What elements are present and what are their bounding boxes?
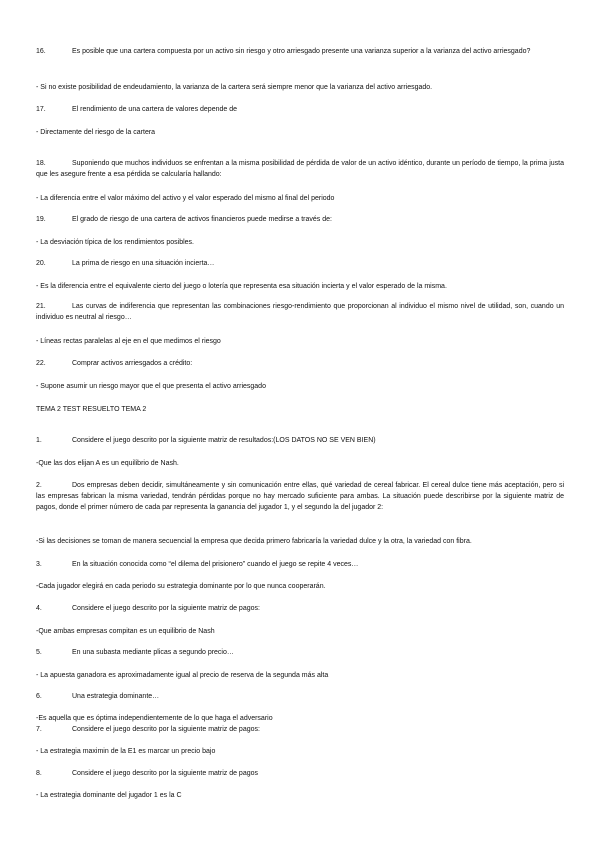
answer-21: - Líneas rectas paralelas al eje en el que medimos el riesgo	[36, 338, 221, 345]
question-number: 16.	[36, 48, 46, 55]
answer-t2-2: -Si las decisiones se toman de manera secuencial la empresa que decida primero fabricaría la variedad dulce y la otra, la variedad con fibra.	[36, 538, 472, 545]
answer-t2-1: -Que las dos elijan A es un equilibrio de Nash.	[36, 460, 179, 467]
question-t2-6	[36, 691, 564, 702]
question-number: 17.	[36, 106, 46, 113]
question-number: 6.	[36, 693, 42, 700]
question-text: El rendimiento de una cartera de valores depende de	[72, 106, 237, 113]
question-number: 2.	[36, 482, 42, 489]
question-text: La prima de riesgo en una situación incierta…	[72, 260, 215, 267]
question-t2-8	[36, 768, 564, 779]
question-t2-4	[36, 603, 564, 614]
question-text: Comprar activos arriesgados a crédito:	[72, 360, 193, 367]
question-text: Suponiendo que muchos individuos se enfrentan a la misma posibilidad de pérdida de valor de un activo idéntico, durante un período de tiempo, la prima justa que les asegure frente a esa pérdida se calcularía hallando:	[36, 160, 564, 178]
answer-t2-5: - La apuesta ganadora es aproximadamente igual al precio de reserva de la segunda más alta	[36, 672, 329, 679]
answer-t2-7: - La estrategia maximin de la E1 es marcar un precio bajo	[36, 748, 216, 755]
answer-t2-8: - La estrategia dominante del jugador 1 es la C	[36, 792, 182, 799]
question-20	[36, 258, 564, 269]
question-text: Considere el juego descrito por la siguiente matriz de pagos	[72, 770, 258, 777]
answer-22: - Supone asumir un riesgo mayor que el que presenta el activo arriesgado	[36, 383, 266, 390]
question-number: 4.	[36, 605, 42, 612]
question-text: Las curvas de indiferencia que representan las combinaciones riesgo-rendimiento que proporcionan al individuo el mismo nivel de utilidad, son, cuando un individuo es neutral al riesgo…	[36, 303, 564, 321]
question-17	[36, 104, 564, 115]
question-number: 3.	[36, 561, 42, 568]
question-19	[36, 214, 564, 225]
question-text: Es posible que una cartera compuesta por un activo sin riesgo y otro arriesgado presente una varianza superior a la varianza del activo arriesgado?	[72, 48, 531, 55]
question-t2-3	[36, 559, 564, 570]
answer-20: - Es la diferencia entre el equivalente cierto del juego o lotería que representa esa situación incierta y el valor esperado de la misma.	[36, 283, 447, 290]
section-heading: TEMA 2 TEST RESUELTO TEMA 2	[36, 406, 147, 413]
question-number: 5.	[36, 649, 42, 656]
answer-16: - Si no existe posibilidad de endeudamiento, la varianza de la cartera será siempre menor que la varianza del activo arriesgado.	[36, 84, 433, 91]
answer-18: - La diferencia entre el valor máximo del activo y el valor esperado del mismo al final del periodo	[36, 195, 335, 202]
question-21	[36, 301, 564, 323]
question-text: Dos empresas deben decidir, simultáneamente y sin comunicación entre ellas, qué variedad de cereal fabricar. El cereal dulce tiene más aceptación, pero si las empresas fabrican la misma variedad, tendrán pérdidas porque no hay mercado suficiente para ambas. La situación puede describirse por la siguiente matriz de pagos, donde el primer número de cada par representa la ganancia del jugador 1, y el segundo la del jugador 2:	[36, 482, 564, 511]
question-text: En una subasta mediante plicas a segundo precio…	[72, 649, 234, 656]
question-16	[36, 46, 564, 57]
question-t2-5	[36, 647, 564, 658]
question-t2-1	[36, 435, 564, 446]
answer-t2-3: -Cada jugador elegirá en cada periodo su estrategia dominante por lo que nunca cooperarán.	[36, 583, 326, 590]
question-18	[36, 158, 564, 180]
question-number: 21.	[36, 303, 46, 310]
question-number: 7.	[36, 726, 42, 733]
question-number: 1.	[36, 437, 42, 444]
question-text: Una estrategia dominante…	[72, 693, 160, 700]
question-number: 20.	[36, 260, 46, 267]
question-number: 8.	[36, 770, 42, 777]
question-text: Considere el juego descrito por la siguiente matriz de pagos:	[72, 605, 260, 612]
question-text: En la situación conocida como “el dilema del prisionero” cuando el juego se repite 4 veces…	[72, 561, 359, 568]
answer-17: - Directamente del riesgo de la cartera	[36, 129, 156, 136]
question-number: 22.	[36, 360, 46, 367]
question-t2-2	[36, 480, 564, 513]
answer-t2-6: -Es aquella que es óptima independientemente de lo que haga el adversario	[36, 715, 273, 722]
question-text: Considere el juego descrito por la siguiente matriz de pagos:	[72, 726, 260, 733]
question-22	[36, 358, 564, 369]
question-text: Considere el juego descrito por la siguiente matriz de resultados:(LOS DATOS NO SE VEN BIEN)	[72, 437, 376, 444]
answer-t2-4: -Que ambas empresas compitan es un equilibrio de Nash	[36, 628, 215, 635]
question-number: 19.	[36, 216, 46, 223]
answer-19: - La desviación típica de los rendimientos posibles.	[36, 239, 194, 246]
question-text: El grado de riesgo de una cartera de activos financieros puede medirse a través de:	[72, 216, 332, 223]
question-t2-7	[36, 724, 564, 735]
question-number: 18.	[36, 160, 46, 167]
